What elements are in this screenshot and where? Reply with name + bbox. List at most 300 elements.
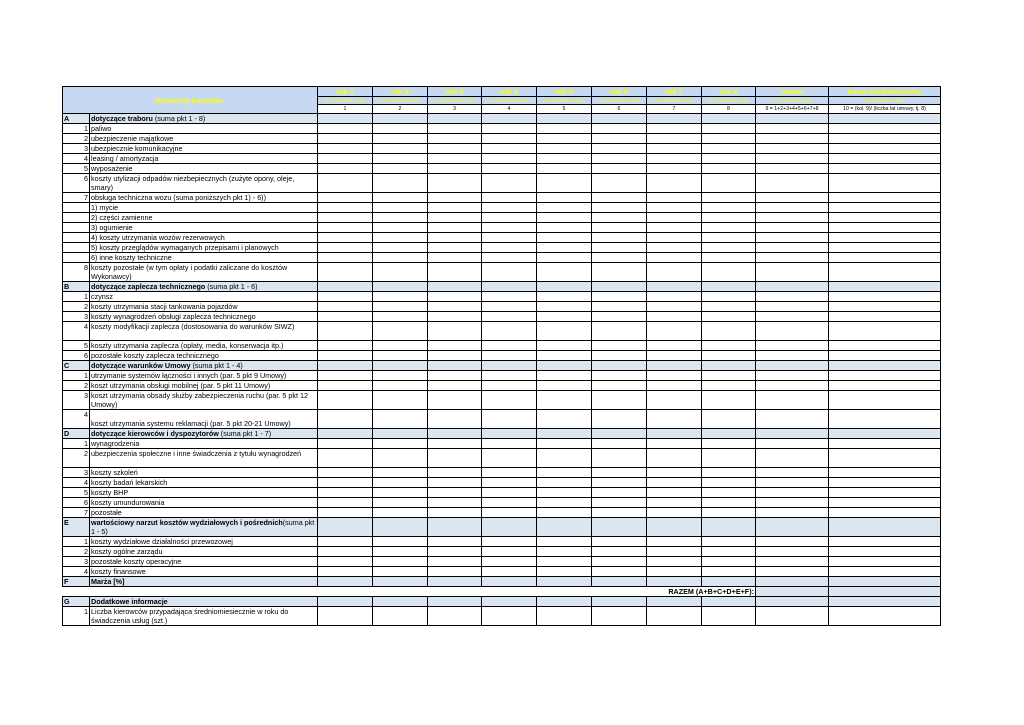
value-cell[interactable]: [702, 263, 756, 282]
value-cell[interactable]: [702, 134, 756, 144]
value-cell[interactable]: [373, 468, 428, 478]
value-cell[interactable]: [373, 557, 428, 567]
value-cell[interactable]: [537, 164, 592, 174]
value-cell[interactable]: [537, 213, 592, 223]
value-cell[interactable]: [756, 292, 829, 302]
value-cell[interactable]: [702, 488, 756, 498]
value-cell[interactable]: [318, 322, 373, 341]
value-cell[interactable]: [647, 478, 702, 488]
value-cell[interactable]: [702, 144, 756, 154]
value-cell[interactable]: [482, 114, 537, 124]
value-cell[interactable]: [647, 263, 702, 282]
value-cell[interactable]: [702, 577, 756, 587]
value-cell[interactable]: [592, 213, 647, 223]
value-cell[interactable]: [537, 577, 592, 587]
value-cell[interactable]: [756, 263, 829, 282]
value-cell[interactable]: [647, 322, 702, 341]
value-cell[interactable]: [756, 322, 829, 341]
value-cell[interactable]: [829, 203, 941, 213]
value-cell[interactable]: [702, 557, 756, 567]
value-cell[interactable]: [647, 213, 702, 223]
value-cell[interactable]: [428, 164, 482, 174]
value-cell[interactable]: [647, 193, 702, 203]
value-cell[interactable]: [756, 537, 829, 547]
value-cell[interactable]: [756, 577, 829, 587]
value-cell[interactable]: [829, 607, 941, 626]
value-cell[interactable]: [537, 341, 592, 351]
value-cell[interactable]: [428, 381, 482, 391]
value-cell[interactable]: [829, 223, 941, 233]
value-cell[interactable]: [428, 233, 482, 243]
value-cell[interactable]: [592, 518, 647, 537]
value-cell[interactable]: [756, 547, 829, 557]
value-cell[interactable]: [373, 174, 428, 193]
value-cell[interactable]: [482, 233, 537, 243]
value-cell[interactable]: [318, 607, 373, 626]
value-cell[interactable]: [482, 508, 537, 518]
value-cell[interactable]: [829, 537, 941, 547]
value-cell[interactable]: [756, 449, 829, 468]
value-cell[interactable]: [373, 193, 428, 203]
value-cell[interactable]: [756, 518, 829, 537]
value-cell[interactable]: [318, 144, 373, 154]
value-cell[interactable]: [702, 213, 756, 223]
value-cell[interactable]: [373, 567, 428, 577]
value-cell[interactable]: [318, 114, 373, 124]
value-cell[interactable]: [829, 351, 941, 361]
value-cell[interactable]: [647, 351, 702, 361]
value-cell[interactable]: [647, 292, 702, 302]
value-cell[interactable]: [482, 468, 537, 478]
value-cell[interactable]: [829, 164, 941, 174]
value-cell[interactable]: [537, 154, 592, 164]
value-cell[interactable]: [482, 203, 537, 213]
value-cell[interactable]: [829, 322, 941, 341]
value-cell[interactable]: [647, 381, 702, 391]
value-cell[interactable]: [756, 410, 829, 429]
value-cell[interactable]: [647, 203, 702, 213]
value-cell[interactable]: [829, 302, 941, 312]
value-cell[interactable]: [537, 282, 592, 292]
value-cell[interactable]: [702, 322, 756, 341]
value-cell[interactable]: [428, 243, 482, 253]
value-cell[interactable]: [428, 351, 482, 361]
value-cell[interactable]: [756, 607, 829, 626]
value-cell[interactable]: [756, 381, 829, 391]
value-cell[interactable]: [829, 144, 941, 154]
value-cell[interactable]: [428, 292, 482, 302]
value-cell[interactable]: [829, 124, 941, 134]
value-cell[interactable]: [482, 498, 537, 508]
value-cell[interactable]: [318, 439, 373, 449]
value-cell[interactable]: [829, 233, 941, 243]
value-cell[interactable]: [702, 253, 756, 263]
value-cell[interactable]: [318, 203, 373, 213]
value-cell[interactable]: [373, 213, 428, 223]
value-cell[interactable]: [592, 557, 647, 567]
value-cell[interactable]: [373, 597, 428, 607]
value-cell[interactable]: [592, 410, 647, 429]
value-cell[interactable]: [756, 174, 829, 193]
value-cell[interactable]: [829, 312, 941, 322]
value-cell[interactable]: [592, 164, 647, 174]
value-cell[interactable]: [592, 439, 647, 449]
value-cell[interactable]: [647, 144, 702, 154]
value-cell[interactable]: [428, 508, 482, 518]
value-cell[interactable]: [482, 322, 537, 341]
value-cell[interactable]: [482, 124, 537, 134]
value-cell[interactable]: [318, 557, 373, 567]
value-cell[interactable]: [482, 597, 537, 607]
value-cell[interactable]: [702, 223, 756, 233]
value-cell[interactable]: [482, 253, 537, 263]
value-cell[interactable]: [428, 341, 482, 351]
value-cell[interactable]: [482, 302, 537, 312]
value-cell[interactable]: [647, 312, 702, 322]
value-cell[interactable]: [428, 263, 482, 282]
value-cell[interactable]: [428, 439, 482, 449]
value-cell[interactable]: [829, 243, 941, 253]
value-cell[interactable]: [318, 193, 373, 203]
value-cell[interactable]: [756, 154, 829, 164]
value-cell[interactable]: [318, 547, 373, 557]
value-cell[interactable]: [373, 124, 428, 134]
value-cell[interactable]: [428, 213, 482, 223]
value-cell[interactable]: [428, 547, 482, 557]
value-cell[interactable]: [428, 174, 482, 193]
value-cell[interactable]: [647, 361, 702, 371]
value-cell[interactable]: [537, 233, 592, 243]
value-cell[interactable]: [318, 488, 373, 498]
value-cell[interactable]: [592, 253, 647, 263]
value-cell[interactable]: [756, 351, 829, 361]
value-cell[interactable]: [829, 557, 941, 567]
value-cell[interactable]: [482, 292, 537, 302]
value-cell[interactable]: [756, 488, 829, 498]
value-cell[interactable]: [702, 243, 756, 253]
value-cell[interactable]: [373, 351, 428, 361]
value-cell[interactable]: [373, 253, 428, 263]
value-cell[interactable]: [373, 478, 428, 488]
value-cell[interactable]: [756, 478, 829, 488]
value-cell[interactable]: [647, 282, 702, 292]
value-cell[interactable]: [373, 164, 428, 174]
value-cell[interactable]: [829, 429, 941, 439]
value-cell[interactable]: [428, 537, 482, 547]
value-cell[interactable]: [756, 213, 829, 223]
value-cell[interactable]: [482, 154, 537, 164]
value-cell[interactable]: [428, 203, 482, 213]
value-cell[interactable]: [373, 302, 428, 312]
value-cell[interactable]: [373, 312, 428, 322]
value-cell[interactable]: [647, 134, 702, 144]
value-cell[interactable]: [756, 282, 829, 292]
value-cell[interactable]: [702, 233, 756, 243]
value-cell[interactable]: [428, 597, 482, 607]
value-cell[interactable]: [428, 312, 482, 322]
value-cell[interactable]: [482, 341, 537, 351]
value-cell[interactable]: [428, 223, 482, 233]
value-cell[interactable]: [373, 154, 428, 164]
value-cell[interactable]: [537, 391, 592, 410]
value-cell[interactable]: [482, 144, 537, 154]
value-cell[interactable]: [592, 263, 647, 282]
value-cell[interactable]: [537, 597, 592, 607]
value-cell[interactable]: [318, 518, 373, 537]
value-cell[interactable]: [702, 164, 756, 174]
value-cell[interactable]: [756, 302, 829, 312]
value-cell[interactable]: [537, 263, 592, 282]
value-cell[interactable]: [829, 508, 941, 518]
value-cell[interactable]: [373, 537, 428, 547]
value-cell[interactable]: [592, 361, 647, 371]
value-cell[interactable]: [318, 361, 373, 371]
value-cell[interactable]: [647, 439, 702, 449]
value-cell[interactable]: [428, 253, 482, 263]
value-cell[interactable]: [537, 312, 592, 322]
value-cell[interactable]: [647, 607, 702, 626]
value-cell[interactable]: [647, 488, 702, 498]
value-cell[interactable]: [373, 429, 428, 439]
value-cell[interactable]: [702, 193, 756, 203]
value-cell[interactable]: [373, 233, 428, 243]
value-cell[interactable]: [482, 557, 537, 567]
value-cell[interactable]: [373, 282, 428, 292]
value-cell[interactable]: [647, 233, 702, 243]
value-cell[interactable]: [482, 429, 537, 439]
value-cell[interactable]: [702, 371, 756, 381]
value-cell[interactable]: [482, 213, 537, 223]
value-cell[interactable]: [318, 498, 373, 508]
value-cell[interactable]: [756, 597, 829, 607]
value-cell[interactable]: [829, 577, 941, 587]
value-cell[interactable]: [318, 341, 373, 351]
value-cell[interactable]: [318, 391, 373, 410]
value-cell[interactable]: [373, 498, 428, 508]
value-cell[interactable]: [373, 547, 428, 557]
value-cell[interactable]: [537, 253, 592, 263]
value-cell[interactable]: [756, 557, 829, 567]
value-cell[interactable]: [702, 312, 756, 322]
value-cell[interactable]: [702, 449, 756, 468]
value-cell[interactable]: [702, 607, 756, 626]
value-cell[interactable]: [318, 292, 373, 302]
value-cell[interactable]: [647, 547, 702, 557]
value-cell[interactable]: [482, 577, 537, 587]
value-cell[interactable]: [702, 498, 756, 508]
value-cell[interactable]: [592, 508, 647, 518]
value-cell[interactable]: [318, 134, 373, 144]
value-cell[interactable]: [702, 478, 756, 488]
value-cell[interactable]: [592, 498, 647, 508]
value-cell[interactable]: [756, 391, 829, 410]
value-cell[interactable]: [829, 174, 941, 193]
value-cell[interactable]: [647, 429, 702, 439]
value-cell[interactable]: [756, 567, 829, 577]
value-cell[interactable]: [756, 223, 829, 233]
value-cell[interactable]: [373, 144, 428, 154]
value-cell[interactable]: [373, 518, 428, 537]
value-cell[interactable]: [592, 174, 647, 193]
value-cell[interactable]: [482, 449, 537, 468]
value-cell[interactable]: [318, 478, 373, 488]
value-cell[interactable]: [318, 537, 373, 547]
value-cell[interactable]: [702, 341, 756, 351]
value-cell[interactable]: [537, 223, 592, 233]
value-cell[interactable]: [592, 478, 647, 488]
value-cell[interactable]: [647, 223, 702, 233]
value-cell[interactable]: [702, 468, 756, 478]
value-cell[interactable]: [373, 203, 428, 213]
value-cell[interactable]: [702, 361, 756, 371]
value-cell[interactable]: [537, 381, 592, 391]
value-cell[interactable]: [537, 478, 592, 488]
value-cell[interactable]: [428, 144, 482, 154]
value-cell[interactable]: [482, 391, 537, 410]
value-cell[interactable]: [537, 508, 592, 518]
value-cell[interactable]: [647, 577, 702, 587]
value-cell[interactable]: [647, 410, 702, 429]
value-cell[interactable]: [537, 607, 592, 626]
value-cell[interactable]: [592, 322, 647, 341]
value-cell[interactable]: [702, 391, 756, 410]
value-cell[interactable]: [537, 193, 592, 203]
value-cell[interactable]: [829, 253, 941, 263]
value-cell[interactable]: [592, 607, 647, 626]
value-cell[interactable]: [592, 292, 647, 302]
value-cell[interactable]: [702, 537, 756, 547]
value-cell[interactable]: [592, 381, 647, 391]
value-cell[interactable]: [829, 391, 941, 410]
value-cell[interactable]: [373, 410, 428, 429]
value-cell[interactable]: [482, 193, 537, 203]
value-cell[interactable]: [829, 498, 941, 508]
value-cell[interactable]: [318, 312, 373, 322]
value-cell[interactable]: [647, 557, 702, 567]
razem-sum-cell[interactable]: [756, 587, 829, 597]
value-cell[interactable]: [373, 114, 428, 124]
value-cell[interactable]: [318, 233, 373, 243]
value-cell[interactable]: [829, 488, 941, 498]
value-cell[interactable]: [428, 498, 482, 508]
value-cell[interactable]: [592, 567, 647, 577]
value-cell[interactable]: [829, 518, 941, 537]
value-cell[interactable]: [756, 193, 829, 203]
value-cell[interactable]: [756, 468, 829, 478]
value-cell[interactable]: [482, 312, 537, 322]
value-cell[interactable]: [537, 567, 592, 577]
value-cell[interactable]: [318, 174, 373, 193]
value-cell[interactable]: [829, 371, 941, 381]
value-cell[interactable]: [428, 134, 482, 144]
value-cell[interactable]: [647, 498, 702, 508]
value-cell[interactable]: [702, 439, 756, 449]
value-cell[interactable]: [829, 547, 941, 557]
value-cell[interactable]: [829, 468, 941, 478]
value-cell[interactable]: [428, 468, 482, 478]
value-cell[interactable]: [592, 391, 647, 410]
value-cell[interactable]: [592, 302, 647, 312]
value-cell[interactable]: [537, 322, 592, 341]
value-cell[interactable]: [428, 361, 482, 371]
value-cell[interactable]: [482, 607, 537, 626]
value-cell[interactable]: [702, 282, 756, 292]
value-cell[interactable]: [428, 322, 482, 341]
value-cell[interactable]: [318, 381, 373, 391]
value-cell[interactable]: [592, 134, 647, 144]
value-cell[interactable]: [373, 371, 428, 381]
value-cell[interactable]: [373, 223, 428, 233]
value-cell[interactable]: [537, 114, 592, 124]
value-cell[interactable]: [592, 341, 647, 351]
value-cell[interactable]: [647, 391, 702, 410]
value-cell[interactable]: [318, 253, 373, 263]
value-cell[interactable]: [647, 597, 702, 607]
value-cell[interactable]: [756, 114, 829, 124]
value-cell[interactable]: [482, 381, 537, 391]
value-cell[interactable]: [482, 478, 537, 488]
value-cell[interactable]: [592, 488, 647, 498]
value-cell[interactable]: [537, 439, 592, 449]
value-cell[interactable]: [756, 498, 829, 508]
value-cell[interactable]: [482, 263, 537, 282]
value-cell[interactable]: [592, 243, 647, 253]
value-cell[interactable]: [537, 134, 592, 144]
value-cell[interactable]: [702, 518, 756, 537]
value-cell[interactable]: [318, 243, 373, 253]
value-cell[interactable]: [537, 537, 592, 547]
value-cell[interactable]: [756, 164, 829, 174]
value-cell[interactable]: [592, 223, 647, 233]
value-cell[interactable]: [373, 488, 428, 498]
value-cell[interactable]: [428, 302, 482, 312]
value-cell[interactable]: [318, 410, 373, 429]
value-cell[interactable]: [428, 193, 482, 203]
value-cell[interactable]: [756, 134, 829, 144]
value-cell[interactable]: [756, 361, 829, 371]
value-cell[interactable]: [592, 429, 647, 439]
value-cell[interactable]: [829, 114, 941, 124]
value-cell[interactable]: [592, 114, 647, 124]
value-cell[interactable]: [537, 371, 592, 381]
value-cell[interactable]: [318, 351, 373, 361]
value-cell[interactable]: [702, 381, 756, 391]
value-cell[interactable]: [373, 341, 428, 351]
value-cell[interactable]: [318, 597, 373, 607]
value-cell[interactable]: [482, 439, 537, 449]
value-cell[interactable]: [428, 449, 482, 468]
value-cell[interactable]: [318, 282, 373, 292]
value-cell[interactable]: [647, 341, 702, 351]
value-cell[interactable]: [756, 429, 829, 439]
value-cell[interactable]: [428, 429, 482, 439]
value-cell[interactable]: [647, 174, 702, 193]
value-cell[interactable]: [318, 302, 373, 312]
value-cell[interactable]: [702, 410, 756, 429]
value-cell[interactable]: [756, 508, 829, 518]
value-cell[interactable]: [647, 253, 702, 263]
value-cell[interactable]: [592, 233, 647, 243]
value-cell[interactable]: [482, 174, 537, 193]
value-cell[interactable]: [482, 537, 537, 547]
value-cell[interactable]: [829, 134, 941, 144]
value-cell[interactable]: [829, 154, 941, 164]
value-cell[interactable]: [829, 381, 941, 391]
value-cell[interactable]: [373, 439, 428, 449]
value-cell[interactable]: [373, 577, 428, 587]
value-cell[interactable]: [318, 263, 373, 282]
value-cell[interactable]: [428, 410, 482, 429]
